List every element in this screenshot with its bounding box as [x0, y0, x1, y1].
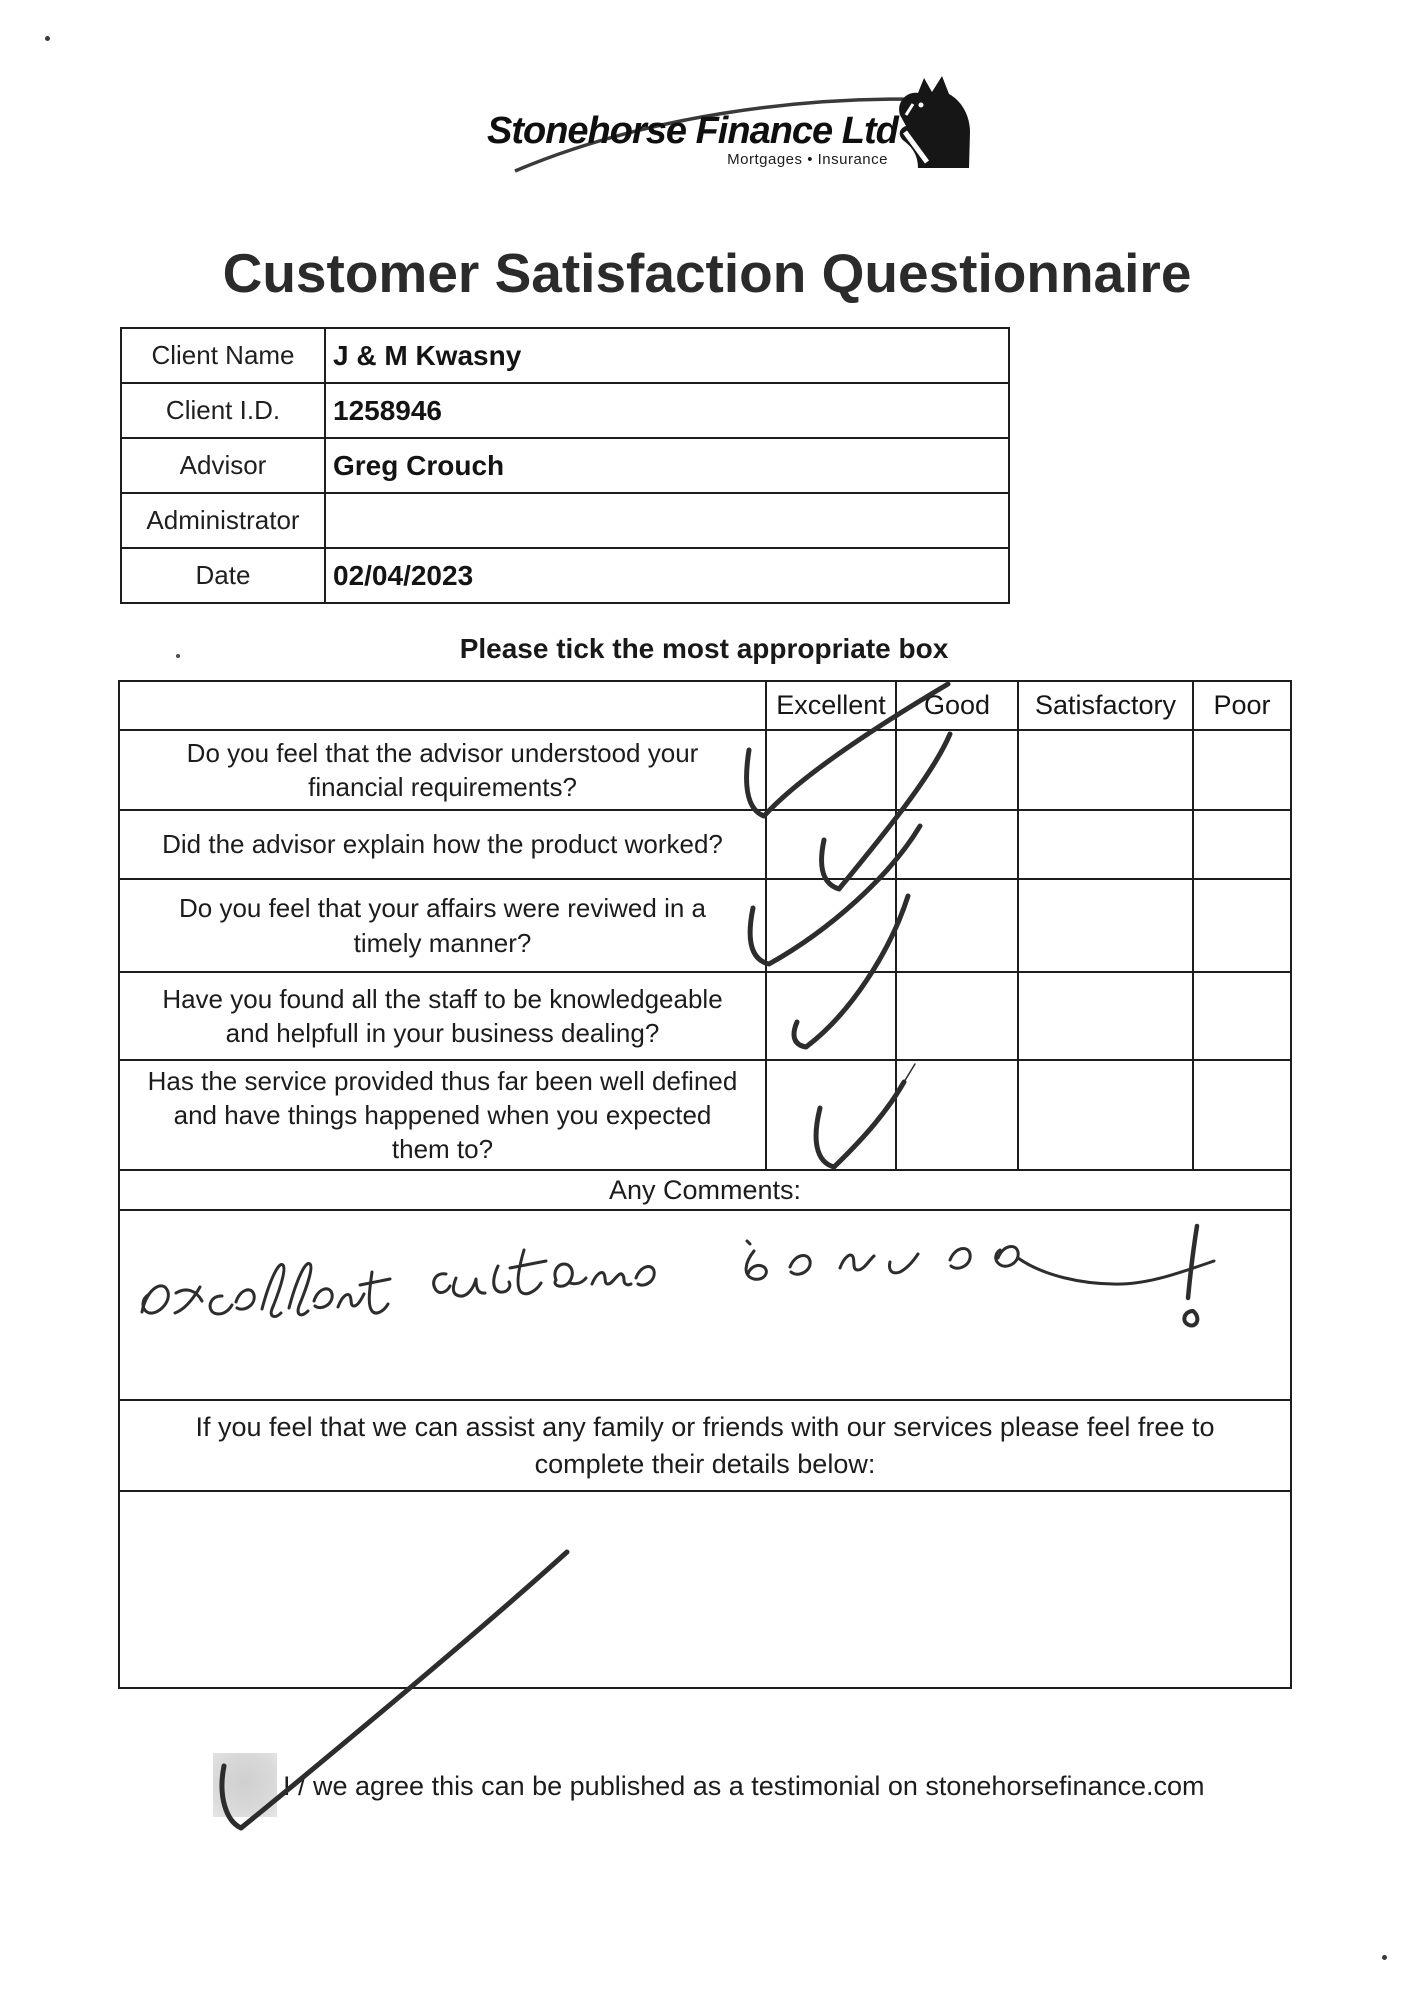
referral-instruction-row [119, 1400, 1291, 1491]
date-value: 02/04/2023 [325, 548, 1009, 603]
rating-cell-q2-excellent[interactable] [766, 810, 896, 879]
question-text-4: Have you found all the staff to be knowledgeable and helpfull in your business dealing? [119, 972, 766, 1060]
question-text-1: Do you feel that the advisor understood your financial requirements? [119, 730, 766, 810]
rating-cell-q3-excellent[interactable] [766, 879, 896, 972]
question-text-2: Did the advisor explain how the product worked? [119, 810, 766, 879]
scan-artifact-dot [45, 36, 50, 41]
client-name-label: Client Name [121, 328, 325, 383]
date-label: Date [121, 548, 325, 603]
client-info-row [121, 438, 1009, 493]
rating-cell-q5-satisfactory[interactable] [1018, 1060, 1193, 1170]
question-row [119, 810, 1291, 879]
rating-cell-q1-good[interactable] [896, 730, 1018, 810]
rating-header-row [119, 681, 1291, 730]
referral-details-box[interactable] [119, 1491, 1291, 1688]
rating-cell-q5-poor[interactable] [1193, 1060, 1291, 1170]
rating-cell-q3-poor[interactable] [1193, 879, 1291, 972]
question-text-3: Do you feel that your affairs were reviwed in a timely manner? [119, 879, 766, 972]
comments-row [119, 1210, 1291, 1400]
question-row [119, 730, 1291, 810]
rating-cell-q3-good[interactable] [896, 879, 1018, 972]
rating-cell-q4-satisfactory[interactable] [1018, 972, 1193, 1060]
rating-cell-q4-good[interactable] [896, 972, 1018, 1060]
survey-heading: Please tick the most appropriate box [459, 633, 949, 664]
comments-area[interactable] [119, 1210, 1291, 1400]
client-info-row [121, 328, 1009, 383]
rating-cell-q5-good[interactable] [896, 1060, 1018, 1170]
rating-cell-q1-excellent[interactable] [766, 730, 896, 810]
question-row [119, 972, 1291, 1060]
rating-cell-q2-good[interactable] [896, 810, 1018, 879]
question-row [119, 1060, 1291, 1170]
referral-instruction: If you feel that we can assist any family or friends with our services please feel free to complete their details below: [119, 1400, 1291, 1491]
comments-label: Any Comments: [119, 1170, 1291, 1210]
comments-label-row [119, 1170, 1291, 1210]
page-title: Customer Satisfaction Questionnaire [222, 242, 1192, 304]
question-text-5: Has the service provided thus far been well defined and have things happened when you expected them to? [119, 1060, 766, 1170]
rating-cell-q1-poor[interactable] [1193, 730, 1291, 810]
agreement-text: I / we agree this can be published as a testimonial on stonehorsefinance.com [283, 1771, 1205, 1801]
rating-cell-q4-poor[interactable] [1193, 972, 1291, 1060]
rating-cell-q1-satisfactory[interactable] [1018, 730, 1193, 810]
rating-cell-q2-poor[interactable] [1193, 810, 1291, 879]
client-id-label: Client I.D. [121, 383, 325, 438]
rating-cell-q3-satisfactory[interactable] [1018, 879, 1193, 972]
rating-cell-q4-excellent[interactable] [766, 972, 896, 1060]
company-tagline: Mortgages • Insurance [727, 151, 888, 168]
administrator-value[interactable] [325, 493, 1009, 548]
header-poor: Poor [1193, 681, 1291, 730]
administrator-label: Administrator [121, 493, 325, 548]
advisor-value: Greg Crouch [325, 438, 1009, 493]
client-info-row [121, 383, 1009, 438]
rating-cell-q2-satisfactory[interactable] [1018, 810, 1193, 879]
horse-head-icon [899, 76, 970, 168]
agreement-checkbox[interactable] [213, 1753, 277, 1817]
client-info-row [121, 493, 1009, 548]
advisor-label: Advisor [121, 438, 325, 493]
company-name: Stonehorse Finance Ltd [487, 110, 898, 152]
header-excellent: Excellent [766, 681, 896, 730]
client-name-value: J & M Kwasny [325, 328, 1009, 383]
client-info-row [121, 548, 1009, 603]
header-good: Good [896, 681, 1018, 730]
referral-details-row [119, 1491, 1291, 1688]
client-info-table [120, 327, 1010, 604]
question-row [119, 879, 1291, 972]
survey-table [118, 680, 1292, 1689]
client-id-value: 1258946 [325, 383, 1009, 438]
scan-artifact-dot [1382, 1955, 1387, 1960]
rating-cell-q5-excellent[interactable] [766, 1060, 896, 1170]
header-blank-cell [119, 681, 766, 730]
header-satisfactory: Satisfactory [1018, 681, 1193, 730]
